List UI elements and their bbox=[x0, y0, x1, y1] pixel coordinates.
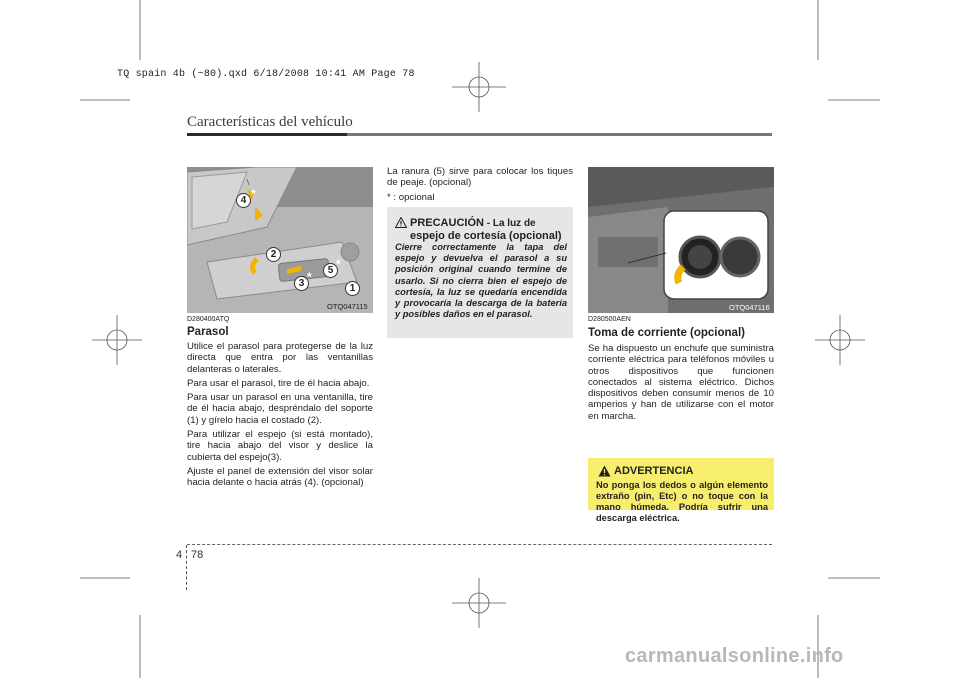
caution-box bbox=[387, 207, 573, 338]
caution-title-sub: - La luz de bbox=[483, 218, 536, 229]
callout-5: 5 bbox=[323, 263, 338, 278]
paragraph: Utilice el parasol para protegerse de la luz directa que entra por las ventanillas delanteras o laterales. bbox=[187, 341, 373, 375]
footer-separator bbox=[186, 545, 188, 590]
power-outlet-illustration bbox=[588, 167, 774, 313]
parasol-body-text bbox=[187, 341, 373, 492]
section-code: D280400ATQ bbox=[187, 316, 230, 323]
optional-asterisk: * bbox=[336, 257, 341, 271]
header-rule-accent bbox=[187, 133, 347, 136]
section-heading: Toma de corriente (opcional) bbox=[588, 327, 745, 339]
caution-title-sub2: espejo de cortesía (opcional) bbox=[410, 230, 562, 242]
power-outlet-figure bbox=[588, 167, 774, 313]
page-number: 78 bbox=[191, 549, 204, 561]
figure-code: OTQ047116 bbox=[729, 303, 770, 312]
page-header-title: Características del vehículo bbox=[187, 114, 353, 130]
callout-1: 1 bbox=[345, 281, 360, 296]
warning-box bbox=[588, 458, 774, 523]
caution-text: Cierre correctamente la tapa del espejo y devuelva el parasol a su posición original cuando termine de usarlo. Si no cierra bien el espejo de cortesía, la luz se quedaría encendida y provocaría la descarga de la batería y posibles daños en el parasol. bbox=[395, 242, 567, 320]
warning-triangle-icon bbox=[598, 465, 611, 477]
paragraph: La ranura (5) sirve para colocar los tiques de peaje. (opcional) bbox=[387, 166, 573, 189]
caution-title bbox=[410, 217, 570, 243]
callout-3: 3 bbox=[294, 276, 309, 291]
paragraph: Para usar el parasol, tire de él hacia abajo. bbox=[187, 377, 370, 389]
section-heading: Parasol bbox=[187, 326, 229, 338]
warning-triangle-icon bbox=[395, 217, 407, 228]
figure-code: OTQ047115 bbox=[327, 302, 368, 311]
warning-text: No ponga los dedos o algún elemento extraño (pin, Etc) o no toque con la mano húmeda. Podría sufrir una descarga eléctrica. bbox=[596, 480, 768, 523]
print-slug-line: TQ spain 4b (~80).qxd 6/18/2008 10:41 AM Page 78 bbox=[117, 69, 415, 80]
slot-body-text bbox=[387, 166, 573, 206]
warning-title: ADVERTENCIA bbox=[614, 465, 694, 477]
outlet-body-text bbox=[588, 343, 774, 425]
callout-2: 2 bbox=[266, 247, 281, 262]
section-code: D280500AEN bbox=[588, 316, 631, 323]
paragraph: Para usar un parasol en una ventanilla, tire de él hacia abajo, despréndalo del soporte (1) y gírelo hacia el costado (2). bbox=[187, 392, 373, 426]
chapter-number: 4 bbox=[176, 549, 183, 561]
optional-note: * : opcional bbox=[387, 191, 435, 203]
paragraph: Se ha dispuesto un enchufe que suministra corriente eléctrica para teléfonos móviles u otros dispositivos que funcionen conectados al sistema eléctrico. Dichos dispositivos deben consumir menos de 10 amperios y han de utilizarse con el motor en marcha. bbox=[588, 343, 774, 422]
optional-asterisk: * bbox=[307, 270, 312, 284]
paragraph: Para utilizar el espejo (si está montado), tire hacia abajo del visor y deslice la cubierta del espejo(3). bbox=[187, 429, 373, 463]
footer-rule bbox=[187, 544, 772, 545]
callout-4: 4 bbox=[236, 193, 251, 208]
sun-visor-figure bbox=[187, 167, 373, 313]
watermark: carmanualsonline.info bbox=[625, 645, 844, 667]
caution-title-main: PRECAUCIÓN bbox=[410, 217, 484, 229]
optional-asterisk: * bbox=[251, 187, 256, 201]
paragraph: Ajuste el panel de extensión del visor solar hacia delante o hacia atrás (4). (opcional) bbox=[187, 465, 373, 489]
